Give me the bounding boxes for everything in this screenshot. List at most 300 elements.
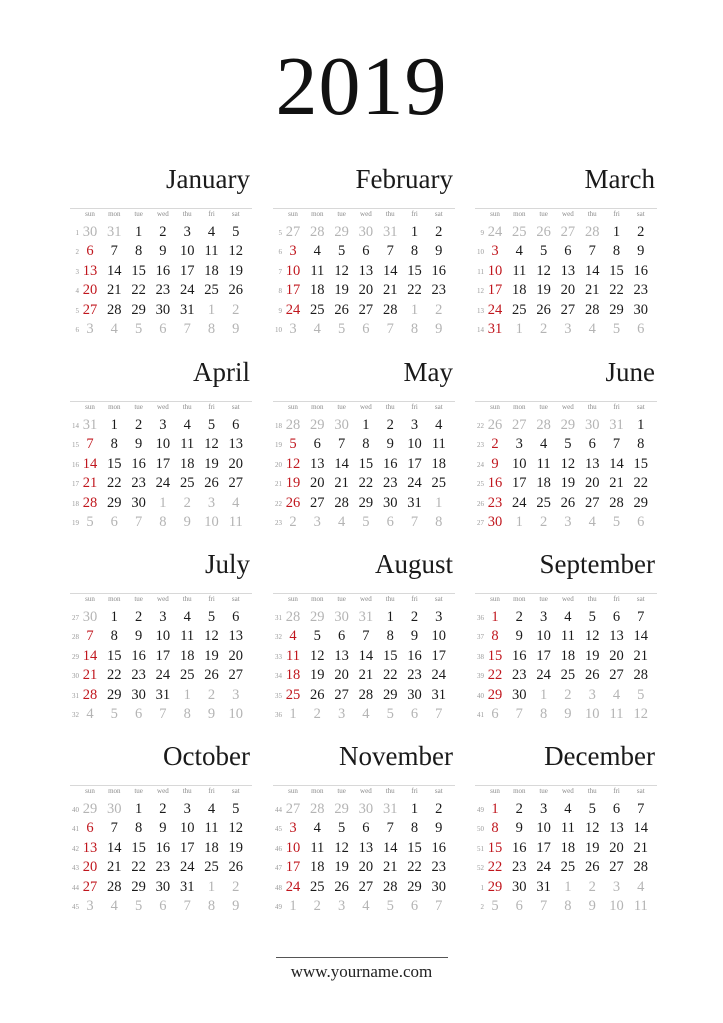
day-cell: 28 xyxy=(82,686,98,703)
adjacent-day: 28 xyxy=(536,417,551,433)
week-number: 40 xyxy=(477,691,484,700)
adjacent-day: 3 xyxy=(207,494,216,511)
day-cell: 14 xyxy=(334,455,349,472)
week-row xyxy=(273,647,455,666)
day-cell: 23 xyxy=(155,859,171,876)
weekday-label: fri xyxy=(613,595,620,603)
adjacent-day: 4 xyxy=(110,897,118,914)
week-number: 4 xyxy=(75,287,79,296)
day-cell: 28 xyxy=(633,859,649,876)
day-cell: 15 xyxy=(131,262,146,279)
weekday-label: fri xyxy=(411,595,418,603)
week-number: 27 xyxy=(72,614,79,622)
week-number: 35 xyxy=(275,691,282,700)
adjacent-day: 1 xyxy=(289,897,297,914)
adjacent-day: 10 xyxy=(228,705,244,722)
day-cell: 5 xyxy=(289,436,297,453)
weekday-label: fri xyxy=(411,210,418,218)
day-cell: 7 xyxy=(386,820,394,837)
day-cell: 13 xyxy=(334,647,349,664)
weekday-label: sun xyxy=(490,210,500,218)
adjacent-day: 30 xyxy=(334,609,349,625)
day-cell: 9 xyxy=(386,436,394,453)
week-row xyxy=(273,878,455,897)
day-cell: 15 xyxy=(487,647,503,664)
day-cell: 27 xyxy=(82,878,98,895)
adjacent-day: 28 xyxy=(310,224,325,240)
day-cell: 9 xyxy=(515,628,523,645)
day-cell: 10 xyxy=(179,243,195,260)
day-cell: 25 xyxy=(179,667,195,684)
day-cell: 12 xyxy=(204,628,219,645)
adjacent-day: 2 xyxy=(207,686,216,703)
week-row xyxy=(475,608,657,627)
weekday-label: sun xyxy=(85,403,95,411)
day-cell: 30 xyxy=(155,878,171,895)
day-cell: 24 xyxy=(487,301,503,318)
day-cell: 8 xyxy=(386,628,394,645)
week-number: 23 xyxy=(275,518,282,527)
week-number: 26 xyxy=(477,499,484,508)
week-row xyxy=(475,513,657,532)
week-number: 9 xyxy=(480,229,484,237)
week-row xyxy=(70,301,252,320)
day-cell: 30 xyxy=(155,301,171,318)
day-cell: 18 xyxy=(310,282,325,299)
adjacent-day: 2 xyxy=(232,878,240,895)
day-cell: 18 xyxy=(310,859,325,876)
day-cell: 20 xyxy=(584,475,600,492)
week-row xyxy=(70,878,252,897)
week-row xyxy=(70,416,252,435)
adjacent-day: 11 xyxy=(633,897,648,914)
day-cell: 4 xyxy=(207,801,216,817)
day-cell: 25 xyxy=(560,667,576,684)
week-number: 22 xyxy=(477,422,484,430)
adjacent-day: 5 xyxy=(134,897,143,914)
week-row xyxy=(273,897,455,916)
adjacent-day: 29 xyxy=(334,801,349,817)
day-cell: 16 xyxy=(131,455,146,472)
day-cell: 1 xyxy=(491,801,499,817)
adjacent-day: 3 xyxy=(289,320,297,337)
day-cell: 10 xyxy=(536,628,551,645)
day-cell: 29 xyxy=(358,494,374,511)
weekday-label: tue xyxy=(337,210,346,218)
day-cell: 26 xyxy=(285,494,301,511)
adjacent-day: 31 xyxy=(82,417,98,433)
day-cell: 22 xyxy=(382,667,398,684)
adjacent-day: 27 xyxy=(512,417,527,433)
day-cell: 8 xyxy=(410,243,419,260)
day-cell: 15 xyxy=(633,455,649,472)
month-grid xyxy=(273,785,455,916)
day-cell: 25 xyxy=(431,475,447,492)
adjacent-day: 26 xyxy=(536,224,551,240)
day-cell: 6 xyxy=(362,820,370,837)
day-cell: 10 xyxy=(487,262,503,279)
adjacent-day: 9 xyxy=(564,705,572,722)
day-cell: 26 xyxy=(204,475,219,492)
week-row xyxy=(70,897,252,916)
day-cell: 8 xyxy=(491,628,499,645)
day-cell: 22 xyxy=(107,475,122,492)
week-number: 7 xyxy=(278,267,282,276)
adjacent-day: 2 xyxy=(435,301,443,318)
day-cell: 26 xyxy=(228,282,244,299)
weekday-label: thu xyxy=(385,403,395,411)
weekday-label: sat xyxy=(434,787,443,795)
day-cell: 12 xyxy=(228,243,244,260)
day-cell: 11 xyxy=(204,243,219,260)
week-number: 8 xyxy=(278,287,282,296)
day-cell: 10 xyxy=(285,262,301,279)
day-cell: 2 xyxy=(134,417,143,433)
month-name: September xyxy=(539,549,655,579)
week-number: 12 xyxy=(477,287,484,296)
day-cell: 8 xyxy=(637,436,645,453)
adjacent-day: 31 xyxy=(107,224,122,240)
day-cell: 1 xyxy=(110,609,118,625)
adjacent-day: 5 xyxy=(134,320,143,337)
weekday-label: sun xyxy=(288,787,298,795)
month-name: December xyxy=(544,741,655,771)
weekday-label: sun xyxy=(490,403,500,411)
day-cell: 23 xyxy=(512,859,527,876)
day-cell: 22 xyxy=(131,859,146,876)
day-cell: 24 xyxy=(536,667,551,684)
weekday-header xyxy=(70,594,252,608)
week-number: 29 xyxy=(72,652,79,661)
weekday-label: thu xyxy=(182,787,192,795)
day-cell: 7 xyxy=(386,243,394,260)
week-row xyxy=(475,686,657,705)
day-cell: 11 xyxy=(310,839,325,856)
adjacent-day: 28 xyxy=(285,417,301,433)
day-cell: 9 xyxy=(491,455,499,472)
day-cell: 11 xyxy=(560,628,575,645)
day-cell: 18 xyxy=(512,282,527,299)
week-row xyxy=(273,513,455,532)
day-cell: 10 xyxy=(431,628,447,645)
day-cell: 28 xyxy=(107,878,122,895)
adjacent-day: 8 xyxy=(564,897,572,914)
week-row xyxy=(475,666,657,685)
month-grid xyxy=(475,593,657,724)
week-number: 44 xyxy=(275,806,282,814)
day-cell: 28 xyxy=(107,301,122,318)
day-cell: 24 xyxy=(536,859,551,876)
day-cell: 16 xyxy=(155,262,171,279)
week-number: 13 xyxy=(477,306,484,315)
week-number: 42 xyxy=(72,844,79,853)
day-cell: 24 xyxy=(155,667,171,684)
day-cell: 26 xyxy=(334,301,349,318)
adjacent-day: 9 xyxy=(588,897,596,914)
week-row xyxy=(70,608,252,627)
day-cell: 21 xyxy=(82,475,98,492)
week-row xyxy=(70,494,252,513)
adjacent-day: 27 xyxy=(285,801,301,817)
day-cell: 9 xyxy=(435,243,443,260)
week-number: 47 xyxy=(275,864,282,873)
day-cell: 11 xyxy=(512,262,527,279)
day-cell: 18 xyxy=(204,262,219,279)
week-number: 24 xyxy=(477,460,484,469)
month-name: March xyxy=(584,164,655,194)
day-cell: 31 xyxy=(179,878,195,895)
week-row xyxy=(273,281,455,300)
week-row xyxy=(475,897,657,916)
day-cell: 5 xyxy=(207,609,216,625)
week-number: 22 xyxy=(275,499,282,508)
month-name: May xyxy=(403,357,453,387)
weekday-label: thu xyxy=(182,595,192,603)
day-cell: 27 xyxy=(584,494,600,511)
day-cell: 7 xyxy=(86,436,94,453)
adjacent-day: 4 xyxy=(337,513,346,530)
day-cell: 10 xyxy=(155,436,171,453)
weekday-header xyxy=(475,786,657,800)
weekday-header xyxy=(273,786,455,800)
week-number: 16 xyxy=(72,460,79,469)
day-cell: 30 xyxy=(131,686,146,703)
day-cell: 17 xyxy=(407,455,422,472)
week-row xyxy=(475,474,657,493)
week-row xyxy=(475,223,657,242)
day-cell: 24 xyxy=(155,475,171,492)
day-cell: 19 xyxy=(334,282,349,299)
month-name: April xyxy=(193,357,250,387)
day-cell: 6 xyxy=(564,243,572,260)
adjacent-day: 3 xyxy=(564,513,572,530)
day-cell: 29 xyxy=(487,878,503,895)
weekday-header xyxy=(70,402,252,416)
day-cell: 27 xyxy=(334,686,349,703)
weekday-label: thu xyxy=(587,210,597,218)
day-cell: 5 xyxy=(232,801,240,817)
weekday-header xyxy=(273,402,455,416)
day-cell: 2 xyxy=(386,417,394,433)
day-cell: 17 xyxy=(285,282,301,299)
week-number: 21 xyxy=(275,480,282,489)
day-cell: 8 xyxy=(110,436,118,453)
day-cell: 1 xyxy=(386,609,394,625)
weekday-label: fri xyxy=(208,787,215,795)
weekday-header xyxy=(70,786,252,800)
day-cell: 15 xyxy=(487,839,503,856)
adjacent-day: 1 xyxy=(410,301,419,318)
weekday-label: mon xyxy=(513,403,526,411)
day-cell: 25 xyxy=(285,686,301,703)
weekday-label: sat xyxy=(231,210,240,218)
adjacent-day: 30 xyxy=(107,801,122,817)
adjacent-day: 7 xyxy=(435,897,443,914)
week-row xyxy=(273,858,455,877)
day-cell: 17 xyxy=(512,475,527,492)
week-number: 10 xyxy=(275,325,282,334)
adjacent-day: 30 xyxy=(334,417,349,433)
weekday-label: tue xyxy=(134,595,143,603)
month-grid xyxy=(475,785,657,916)
adjacent-day: 7 xyxy=(134,513,143,530)
week-number: 30 xyxy=(72,672,79,681)
week-number: 1 xyxy=(75,229,79,237)
week-row xyxy=(475,819,657,838)
adjacent-day: 3 xyxy=(337,897,346,914)
day-cell: 23 xyxy=(633,282,649,299)
day-cell: 12 xyxy=(334,262,349,279)
day-cell: 27 xyxy=(82,301,98,318)
day-cell: 25 xyxy=(310,301,325,318)
day-cell: 20 xyxy=(358,282,374,299)
adjacent-day: 11 xyxy=(228,513,243,530)
adjacent-day: 4 xyxy=(110,320,118,337)
adjacent-day: 6 xyxy=(637,320,645,337)
day-cell: 28 xyxy=(358,686,374,703)
day-cell: 7 xyxy=(362,628,370,645)
day-cell: 13 xyxy=(310,455,325,472)
adjacent-day: 4 xyxy=(313,320,321,337)
day-cell: 9 xyxy=(515,820,523,837)
week-number: 18 xyxy=(275,422,282,430)
adjacent-day: 4 xyxy=(232,494,240,511)
weekday-label: tue xyxy=(337,787,346,795)
day-cell: 9 xyxy=(159,820,167,837)
weekday-label: wed xyxy=(360,787,372,795)
day-cell: 8 xyxy=(410,820,419,837)
adjacent-day: 5 xyxy=(337,320,346,337)
day-cell: 3 xyxy=(539,801,548,817)
week-row xyxy=(475,435,657,454)
adjacent-day: 6 xyxy=(410,705,419,722)
week-number: 52 xyxy=(477,864,484,873)
weekday-label: fri xyxy=(208,210,215,218)
weekday-label: fri xyxy=(613,787,620,795)
day-cell: 14 xyxy=(584,262,600,279)
day-cell: 19 xyxy=(310,667,325,684)
day-cell: 24 xyxy=(285,301,301,318)
week-number: 15 xyxy=(72,441,79,450)
weekday-label: thu xyxy=(385,210,395,218)
weekday-label: tue xyxy=(539,595,548,603)
year-title: 2019 xyxy=(275,40,448,133)
adjacent-day: 3 xyxy=(313,513,321,530)
month-name: August xyxy=(374,549,453,579)
day-cell: 7 xyxy=(637,801,645,817)
weekday-label: sun xyxy=(85,595,95,603)
day-cell: 11 xyxy=(310,262,325,279)
weekday-label: mon xyxy=(108,787,121,795)
day-cell: 28 xyxy=(633,667,649,684)
week-row xyxy=(273,494,455,513)
weekday-label: wed xyxy=(562,787,574,795)
adjacent-day: 8 xyxy=(207,897,216,914)
adjacent-day: 2 xyxy=(539,320,548,337)
week-number: 28 xyxy=(72,633,79,642)
adjacent-day: 6 xyxy=(362,320,370,337)
weekday-header xyxy=(475,594,657,608)
weekday-label: wed xyxy=(562,403,574,411)
day-cell: 9 xyxy=(134,436,143,453)
adjacent-day: 6 xyxy=(386,513,394,530)
day-cell: 7 xyxy=(337,436,346,453)
weekday-label: wed xyxy=(360,210,372,218)
day-cell: 2 xyxy=(410,609,419,625)
day-cell: 15 xyxy=(358,455,374,472)
day-cell: 2 xyxy=(515,609,523,625)
day-cell: 10 xyxy=(179,820,195,837)
day-cell: 23 xyxy=(407,667,422,684)
weekday-label: tue xyxy=(539,403,548,411)
weekday-label: sat xyxy=(636,403,645,411)
day-cell: 12 xyxy=(536,262,551,279)
weekday-label: tue xyxy=(134,403,143,411)
day-cell: 13 xyxy=(228,436,244,453)
week-number: 10 xyxy=(477,248,484,257)
day-cell: 1 xyxy=(134,224,143,240)
adjacent-day: 11 xyxy=(609,705,624,722)
day-cell: 5 xyxy=(539,243,548,260)
day-cell: 22 xyxy=(487,859,503,876)
weekday-label: wed xyxy=(360,403,372,411)
day-cell: 3 xyxy=(515,436,523,453)
weekday-header xyxy=(273,594,455,608)
day-cell: 16 xyxy=(155,839,171,856)
week-number: 41 xyxy=(72,825,79,834)
day-cell: 2 xyxy=(435,224,443,240)
adjacent-day: 29 xyxy=(310,609,325,625)
day-cell: 20 xyxy=(228,455,244,472)
day-cell: 29 xyxy=(609,301,624,318)
week-number: 39 xyxy=(477,672,484,681)
adjacent-day: 30 xyxy=(358,224,374,240)
day-cell: 25 xyxy=(512,301,527,318)
day-cell: 28 xyxy=(382,878,398,895)
weekday-label: mon xyxy=(311,403,324,411)
day-cell: 6 xyxy=(337,628,346,645)
weekday-label: thu xyxy=(182,403,192,411)
day-cell: 15 xyxy=(609,262,624,279)
day-cell: 26 xyxy=(560,494,576,511)
day-cell: 3 xyxy=(289,243,297,260)
day-cell: 20 xyxy=(82,282,98,299)
day-cell: 22 xyxy=(633,475,649,492)
weekday-label: mon xyxy=(513,595,526,603)
adjacent-day: 3 xyxy=(588,686,596,703)
day-cell: 27 xyxy=(560,301,576,318)
day-cell: 21 xyxy=(633,647,649,664)
week-row xyxy=(475,705,657,724)
day-cell: 20 xyxy=(609,647,624,664)
adjacent-day: 8 xyxy=(410,320,419,337)
week-number: 38 xyxy=(477,652,484,661)
day-cell: 29 xyxy=(131,878,146,895)
day-cell: 1 xyxy=(612,224,621,240)
day-cell: 17 xyxy=(285,859,301,876)
day-cell: 22 xyxy=(407,282,422,299)
day-cell: 25 xyxy=(310,878,325,895)
week-number: 14 xyxy=(477,325,484,334)
day-cell: 8 xyxy=(110,628,118,645)
day-cell: 26 xyxy=(584,859,600,876)
adjacent-day: 2 xyxy=(313,705,321,722)
adjacent-day: 12 xyxy=(633,705,649,722)
day-cell: 14 xyxy=(107,839,122,856)
week-row xyxy=(475,281,657,300)
adjacent-day: 31 xyxy=(358,609,374,625)
adjacent-day: 4 xyxy=(86,705,94,722)
